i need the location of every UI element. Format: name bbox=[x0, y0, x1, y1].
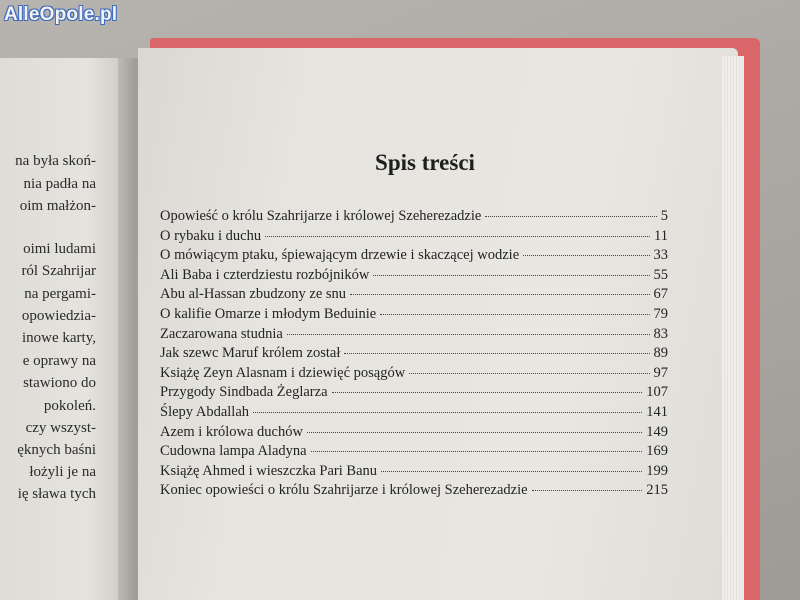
toc-entry-title: Zaczarowana studnia bbox=[160, 325, 283, 342]
left-page-text-line: czy wszyst- bbox=[25, 420, 96, 436]
left-page-text-line: stawiono do bbox=[23, 375, 96, 391]
toc-entry bbox=[160, 404, 668, 424]
toc-entry-title: Książę Ahmed i wieszczka Pari Banu bbox=[160, 462, 378, 479]
toc-entry-page: 215 bbox=[646, 482, 668, 499]
left-page-text-line: na pergami- bbox=[24, 286, 96, 302]
toc-leader-dots bbox=[532, 490, 643, 491]
toc-entry bbox=[160, 365, 668, 385]
toc-entry bbox=[160, 424, 668, 444]
toc-leader-dots bbox=[523, 255, 649, 256]
toc-leader-dots bbox=[265, 236, 650, 237]
toc-entry-title: Abu al-Hassan zbudzony ze snu bbox=[160, 286, 347, 303]
toc-entry-title: O kalifie Omarze i młodym Beduinie bbox=[160, 305, 377, 322]
toc-entry-title: Przygody Sindbada Żeglarza bbox=[160, 384, 328, 401]
toc-entry-page: 149 bbox=[646, 423, 668, 440]
toc-entry-page: 79 bbox=[653, 305, 668, 322]
toc-entry-title: Koniec opowieści o królu Szahrijarze i królowej Szeherezadzie bbox=[160, 482, 528, 499]
left-page-text-line: ię sława tych bbox=[17, 486, 96, 502]
toc-entry-page: 11 bbox=[654, 227, 668, 244]
page-edges bbox=[722, 56, 744, 600]
toc-entry-page: 83 bbox=[653, 325, 668, 342]
toc-entry-page: 199 bbox=[646, 462, 668, 479]
toc-leader-dots bbox=[373, 275, 649, 276]
toc-entry-title: Azem i królowa duchów bbox=[160, 423, 303, 440]
toc-entry bbox=[160, 228, 668, 248]
table-of-contents bbox=[160, 208, 668, 502]
toc-entry bbox=[160, 482, 668, 502]
toc-entry-page: 141 bbox=[646, 403, 668, 420]
toc-entry bbox=[160, 443, 668, 463]
toc-entry bbox=[160, 267, 668, 287]
toc-leader-dots bbox=[409, 373, 649, 374]
left-page-text-line: oim małżon- bbox=[19, 198, 96, 214]
left-page-text-line: pokoleń. bbox=[43, 398, 96, 414]
toc-entry bbox=[160, 286, 668, 306]
left-page-text-line: na była skoń- bbox=[15, 153, 96, 169]
toc-leader-dots bbox=[332, 392, 643, 393]
toc-leader-dots bbox=[485, 216, 656, 217]
left-page-text-line: nia padła na bbox=[23, 176, 96, 192]
toc-entry bbox=[160, 326, 668, 346]
toc-entry-title: Cudowna lampa Aladyna bbox=[160, 443, 307, 460]
toc-leader-dots bbox=[307, 432, 642, 433]
toc-entry bbox=[160, 345, 668, 365]
left-page-text-line: łożyli je na bbox=[29, 464, 96, 480]
left-page-text-line: oimi ludami bbox=[23, 241, 96, 257]
watermark-logo: AlleOpole.pl bbox=[4, 4, 118, 25]
toc-entry-title: O rybaku i duchu bbox=[160, 227, 262, 244]
left-page-text-line: opowiedzia- bbox=[21, 308, 96, 324]
toc-entry-page: 5 bbox=[660, 208, 668, 224]
toc-entry-title: Ali Baba i czterdziestu rozbójników bbox=[160, 266, 370, 283]
toc-entry-title: Książę Zeyn Alasnam i dziewięć posągów bbox=[160, 364, 406, 381]
left-page-text-line: ęknych baśni bbox=[17, 442, 96, 458]
toc-entry bbox=[160, 463, 668, 483]
toc-leader-dots bbox=[311, 451, 643, 452]
toc-entry-page: 107 bbox=[646, 384, 668, 401]
toc-entry-page: 169 bbox=[646, 443, 668, 460]
toc-entry-page: 89 bbox=[653, 345, 668, 362]
left-page-text-line: ról Szahrijar bbox=[21, 263, 96, 279]
toc-leader-dots bbox=[344, 353, 649, 354]
toc-entry-page: 97 bbox=[653, 364, 668, 381]
toc-entry-title: Jak szewc Maruf królem został bbox=[160, 345, 341, 362]
toc-entry bbox=[160, 247, 668, 267]
toc-leader-dots bbox=[381, 471, 642, 472]
toc-title: Spis treści bbox=[375, 150, 475, 175]
toc-entry-page: 55 bbox=[653, 266, 668, 283]
left-page-text-line: inowe karty, bbox=[21, 330, 96, 346]
toc-leader-dots bbox=[380, 314, 649, 315]
toc-leader-dots bbox=[287, 334, 650, 335]
toc-entry-page: 67 bbox=[653, 286, 668, 303]
toc-entry bbox=[160, 384, 668, 404]
toc-entry-page: 33 bbox=[653, 247, 668, 264]
toc-entry-title: O mówiącym ptaku, śpiewającym drzewie i skaczącej wodzie bbox=[160, 247, 520, 264]
toc-entry bbox=[160, 306, 668, 326]
left-page-text-line: e oprawy na bbox=[22, 353, 96, 369]
toc-leader-dots bbox=[350, 294, 649, 295]
toc-entry-title: Ślepy Abdallah bbox=[160, 403, 250, 420]
toc-leader-dots bbox=[253, 412, 642, 413]
toc-entry-title: Opowieść o królu Szahrijarze i królowej Szeherezadzie bbox=[160, 208, 482, 224]
toc-entry bbox=[160, 208, 668, 228]
left-page bbox=[0, 58, 124, 600]
